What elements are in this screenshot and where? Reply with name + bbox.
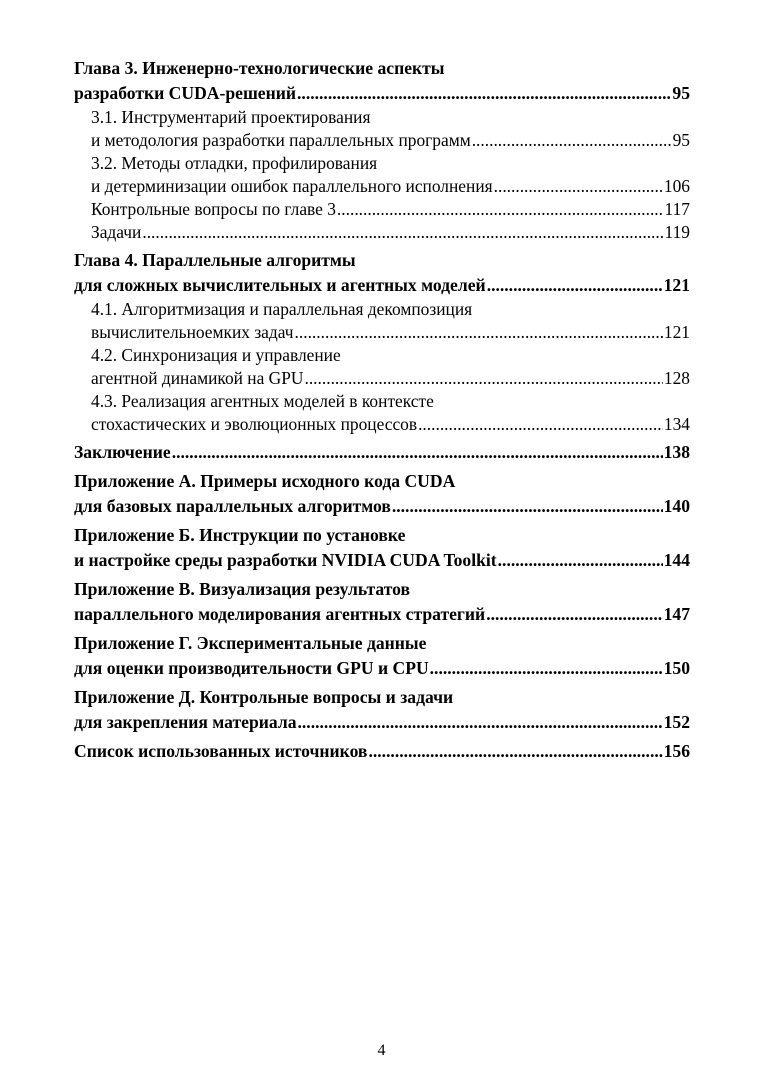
toc-page-number: 140 — [663, 496, 690, 516]
dot-leader — [304, 367, 662, 390]
toc-entry-line — [74, 739, 690, 764]
toc-entry-line — [74, 656, 690, 681]
toc-entry-line — [74, 344, 690, 367]
toc-page-number: 144 — [663, 550, 690, 570]
toc-entry-line — [74, 221, 690, 244]
toc-entry-title: для оценки производительности GPU и CPU — [74, 658, 429, 678]
dot-leader — [298, 710, 663, 735]
toc-entry-line — [74, 602, 690, 627]
toc-page-number: 138 — [663, 442, 690, 462]
toc-chapter-entry — [74, 523, 690, 573]
toc-page-number: 106 — [663, 176, 690, 196]
dot-leader — [142, 221, 663, 244]
dot-leader — [498, 548, 663, 573]
toc-entry-title: и детерминизации ошибок параллельного исполнения — [91, 176, 493, 196]
toc-chapter-entry — [74, 248, 690, 298]
toc-section-entry — [74, 344, 690, 390]
table-of-contents — [74, 56, 690, 764]
toc-entry-line — [74, 390, 690, 413]
toc-entry-line — [74, 56, 690, 81]
toc-entry-line — [74, 367, 690, 390]
dot-leader — [297, 81, 671, 106]
toc-entry-title: 4.3. Реализация агентных моделей в контексте — [91, 391, 434, 411]
dot-leader — [172, 440, 663, 465]
toc-entry-line — [74, 710, 690, 735]
toc-entry-line — [74, 198, 690, 221]
toc-entry-title: Задачи — [91, 222, 142, 242]
toc-entry-line — [74, 248, 690, 273]
toc-chapter-entry — [74, 577, 690, 627]
toc-section-entry — [74, 298, 690, 344]
toc-page-number: 147 — [663, 604, 690, 624]
toc-entry-line — [74, 577, 690, 602]
toc-entry-line — [74, 321, 690, 344]
dot-leader — [494, 175, 663, 198]
toc-entry-line — [74, 523, 690, 548]
toc-entry-line — [74, 81, 690, 106]
dot-leader — [295, 321, 663, 344]
toc-section-entry — [74, 106, 690, 152]
toc-entry-title: Приложение Б. Инструкции по установке — [74, 525, 406, 545]
toc-chapter-entry — [74, 739, 690, 764]
toc-entry-title: разработки CUDA-решений — [74, 83, 297, 103]
toc-entry-line — [74, 175, 690, 198]
toc-entry-line — [74, 129, 690, 152]
toc-entry-title: для сложных вычислительных и агентных моделей — [74, 275, 486, 295]
toc-entry-title: стохастических и эволюционных процессов — [91, 414, 418, 434]
toc-section-entry — [74, 198, 690, 221]
toc-entry-title: Глава 4. Параллельные алгоритмы — [74, 250, 356, 270]
toc-entry-line — [74, 631, 690, 656]
toc-entry-title: Приложение В. Визуализация результатов — [74, 579, 410, 599]
toc-entry-title: вычислительноемких задач — [91, 322, 294, 342]
toc-entry-line — [74, 469, 690, 494]
toc-page-number: 121 — [663, 322, 690, 342]
toc-page-number: 150 — [663, 658, 690, 678]
toc-chapter-entry — [74, 56, 690, 106]
toc-entry-line — [74, 273, 690, 298]
toc-entry-line — [74, 685, 690, 710]
toc-page-number: 95 — [672, 83, 690, 103]
toc-entry-line — [74, 152, 690, 175]
toc-entry-title: Глава 3. Инженерно-технологические аспекты — [74, 58, 445, 78]
toc-entry-title: и настройке среды разработки NVIDIA CUDA Toolkit — [74, 550, 497, 570]
toc-entry-line — [74, 548, 690, 573]
toc-section-entry — [74, 221, 690, 244]
toc-section-entry — [74, 152, 690, 198]
toc-page-number: 156 — [663, 741, 690, 761]
toc-entry-title: и методология разработки параллельных программ — [91, 130, 471, 150]
toc-entry-line — [74, 413, 690, 436]
toc-chapter-entry — [74, 469, 690, 519]
toc-entry-title: 3.1. Инструментарий проектирования — [91, 107, 371, 127]
toc-section-entry — [74, 390, 690, 436]
toc-page-number: 119 — [664, 222, 690, 242]
toc-entry-line — [74, 440, 690, 465]
toc-chapter-entry — [74, 685, 690, 735]
dot-leader — [418, 413, 663, 436]
toc-page-number: 134 — [663, 414, 690, 434]
dot-leader — [486, 602, 662, 627]
toc-entry-title: Заключение — [74, 442, 171, 462]
toc-entry-title: Контрольные вопросы по главе 3 — [91, 199, 336, 219]
toc-entry-line — [74, 298, 690, 321]
toc-entry-title: для базовых параллельных алгоритмов — [74, 496, 391, 516]
toc-chapter-entry — [74, 440, 690, 465]
toc-entry-title: Приложение Д. Контрольные вопросы и задачи — [74, 687, 454, 707]
toc-entry-title: параллельного моделирования агентных стратегий — [74, 604, 486, 624]
toc-page-number: 152 — [663, 712, 690, 732]
toc-page-number: 121 — [663, 275, 690, 295]
toc-entry-title: Приложение А. Примеры исходного кода CUDA — [74, 471, 456, 491]
toc-page-number: 117 — [664, 199, 690, 219]
dot-leader — [487, 273, 663, 298]
page-number: 4 — [377, 1042, 386, 1059]
toc-page-number: 95 — [672, 130, 690, 150]
dot-leader — [368, 739, 662, 764]
toc-entry-title: для закрепления материала — [74, 712, 297, 732]
dot-leader — [392, 494, 663, 519]
toc-entry-title: Список использованных источников — [74, 741, 368, 761]
toc-entry-line — [74, 494, 690, 519]
toc-entry-title: агентной динамикой на GPU — [91, 368, 304, 388]
toc-entry-title: 3.2. Методы отладки, профилирования — [91, 153, 378, 173]
toc-entry-title: 4.2. Синхронизация и управление — [91, 345, 341, 365]
toc-entry-title: Приложение Г. Экспериментальные данные — [74, 633, 427, 653]
dot-leader — [337, 198, 664, 221]
toc-entry-title: 4.1. Алгоритмизация и параллельная декомпозиция — [91, 299, 473, 319]
toc-chapter-entry — [74, 631, 690, 681]
toc-page-number: 128 — [663, 368, 690, 388]
toc-entry-line — [74, 106, 690, 129]
dot-leader — [430, 656, 663, 681]
dot-leader — [472, 129, 672, 152]
